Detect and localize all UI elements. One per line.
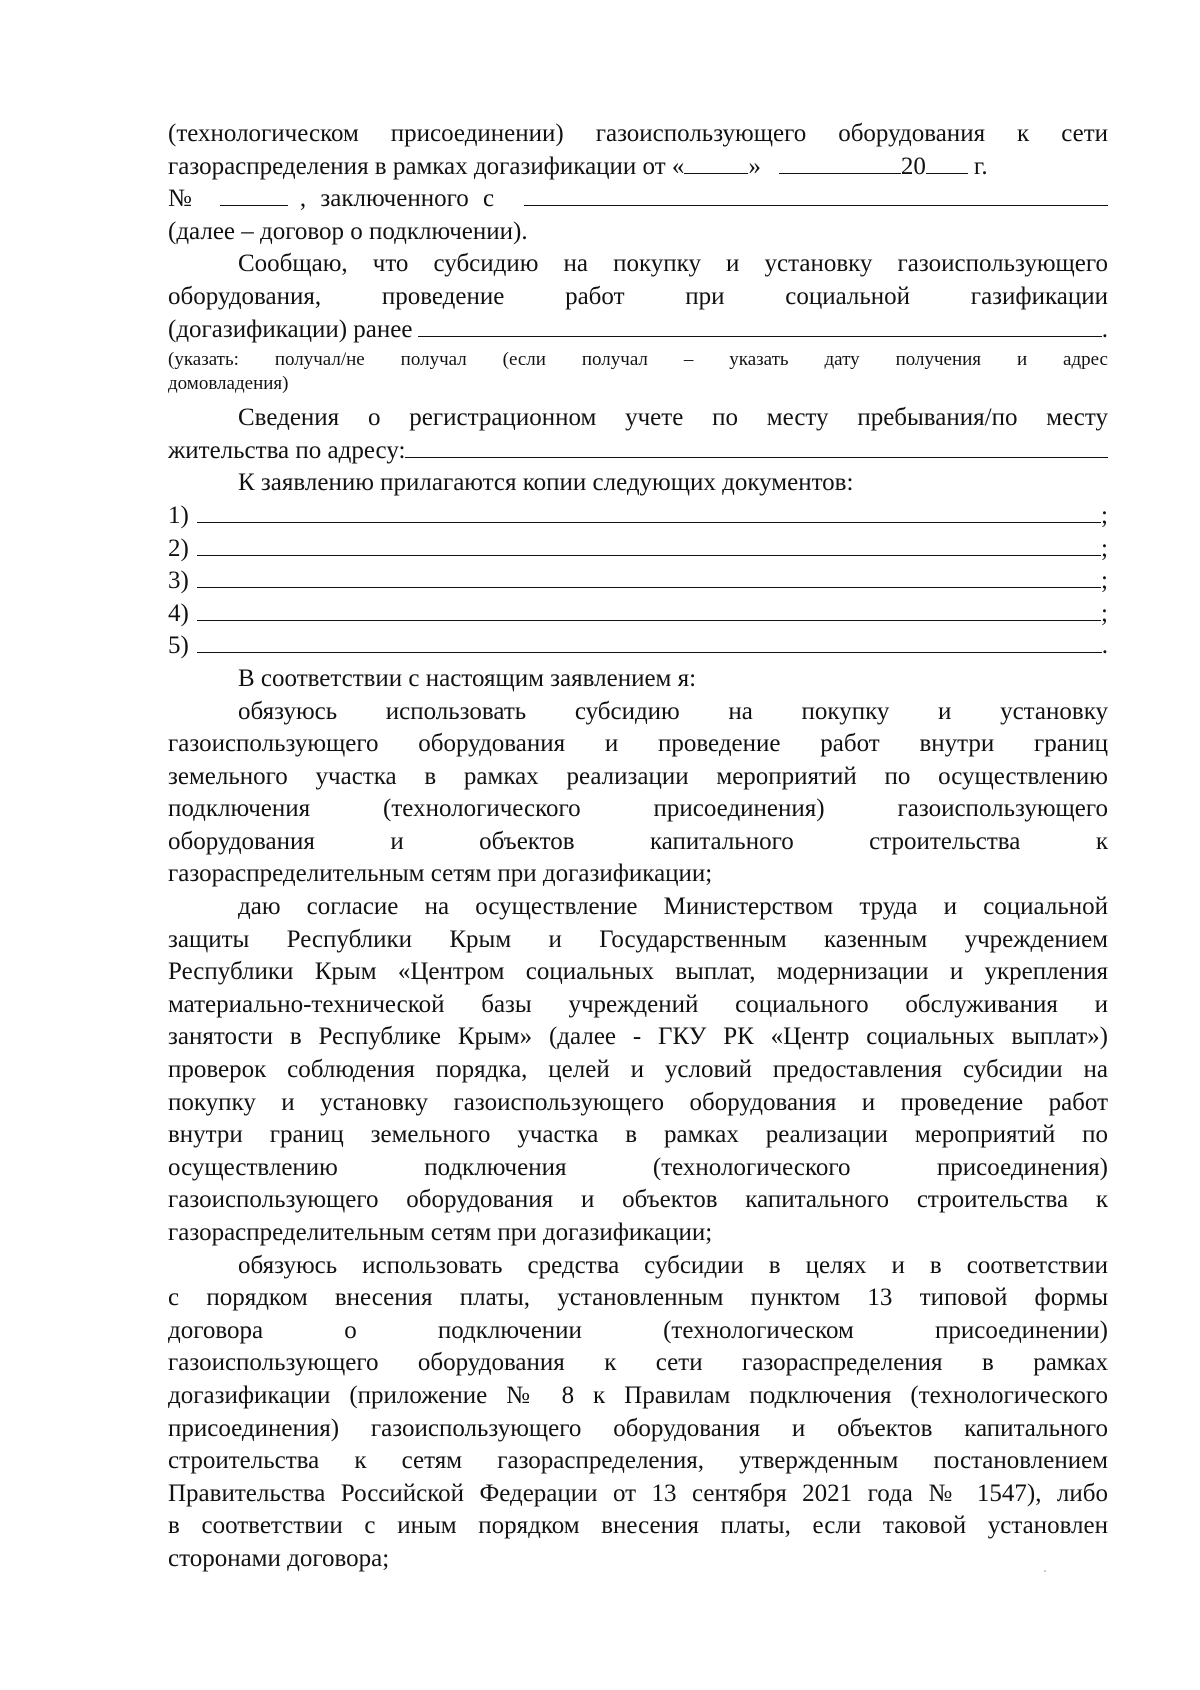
attachment-item bbox=[168, 565, 1108, 598]
paragraph-line: газораспределительным сетям при догазификации; bbox=[168, 1219, 713, 1246]
subsidy-line-2: оборудования, проведение работ при социальной газификации bbox=[168, 282, 1108, 310]
day-blank bbox=[684, 151, 748, 174]
paragraph-line: обязуюсь использовать средства субсидии в целях и в соответствии bbox=[238, 1251, 1108, 1279]
subsidy-line-1: Сообщаю, что субсидию на покупку и установку газоиспользующего bbox=[238, 250, 1108, 278]
attachment-end: ; bbox=[1101, 501, 1108, 529]
paragraph-line: внутри границ земельного участка в рамках реализации мероприятий по bbox=[168, 1121, 1108, 1149]
paragraph-line: строительства к сетям газораспределения, утвержденным постановлением bbox=[168, 1447, 1108, 1475]
paragraph-line: защиты Республики Крым и Государственным казенным учреждением bbox=[168, 925, 1108, 953]
paragraph-line: обязуюсь использовать субсидию на покупку и установку bbox=[238, 697, 1108, 725]
paragraph-line: договора о подключении (технологическом присоединении) bbox=[168, 1316, 1108, 1344]
attachment-number: 3) bbox=[168, 567, 189, 595]
attachment-item bbox=[168, 500, 1108, 533]
obligation-paragraph-1 bbox=[168, 696, 1108, 892]
contract-date-prefix: газораспределения в рамках догазификации от « bbox=[168, 152, 685, 180]
paragraph-line: занятости в Республике Крым» (далее - ГКУ РК «Центр социальных выплат») bbox=[168, 1023, 1108, 1051]
paragraph-line: земельного участка в рамках реализации мероприятий по осуществлению bbox=[168, 762, 1108, 790]
paragraph-line: Правительства Российской Федерации от 13 сентября 2021 года № 1547), либо bbox=[168, 1479, 1108, 1507]
paragraph-line: Республики Крым «Центром социальных выплат, модернизации и укрепления bbox=[168, 958, 1108, 986]
paragraph-line: газоиспользующего оборудования и проведение работ внутри границ bbox=[168, 730, 1108, 758]
paragraph-line: газоиспользующего оборудования к сети газораспределения в рамках bbox=[168, 1349, 1108, 1377]
attachment-item bbox=[168, 533, 1108, 566]
paragraph-line: подключения (технологического присоединения) газоиспользующего bbox=[168, 795, 1108, 823]
counterparty-blank bbox=[524, 183, 1108, 206]
attachment-end: ; bbox=[1101, 567, 1108, 595]
attachment-item bbox=[168, 630, 1108, 663]
paragraph-line: осуществлению подключения (технологического присоединения) bbox=[168, 1153, 1108, 1181]
contract-line-1: (технологическом присоединении) газоиспользующего оборудования к сети bbox=[168, 120, 1108, 147]
registration-line-1: Сведения о регистрационном учете по месту пребывания/по месту bbox=[238, 404, 1108, 432]
contract-number-line bbox=[168, 183, 1108, 216]
earlier-label: (догазификации) ранее bbox=[168, 315, 413, 343]
number-sign: № bbox=[168, 185, 192, 213]
attachment-number: 2) bbox=[168, 534, 189, 562]
scan-speck bbox=[1044, 1570, 1046, 1572]
paragraph-line: сторонами договора; bbox=[168, 1544, 390, 1572]
subsidy-note-line-1: (указать: получал/не получал (если получал – указать дату получения и адрес bbox=[168, 349, 1108, 371]
attachment-number: 5) bbox=[168, 632, 189, 660]
subsidy-line-3 bbox=[168, 314, 1108, 347]
attachment-blank bbox=[197, 630, 1102, 653]
number-blank bbox=[220, 183, 288, 206]
attachment-number: 1) bbox=[168, 501, 189, 529]
paragraph-line: покупку и установку газоиспользующего оборудования и проведение работ bbox=[168, 1088, 1108, 1116]
paragraph-line: даю согласие на осуществление Министерством труда и социальной bbox=[238, 893, 1108, 921]
subsidy-received-blank bbox=[418, 314, 1101, 337]
attachment-end: ; bbox=[1101, 599, 1108, 627]
obligations-intro: В соответствии с настоящим заявлением я: bbox=[238, 664, 697, 692]
attachment-blank bbox=[197, 565, 1101, 588]
attachment-blank bbox=[197, 533, 1101, 556]
paragraph-line: догазификации (приложение № 8 к Правилам подключения (технологического bbox=[168, 1381, 1108, 1409]
paragraph-line: проверок соблюдения порядка, целей и условий предоставления субсидии на bbox=[168, 1056, 1108, 1084]
paragraph-line: присоединения) газоиспользующего оборудования и объектов капитального bbox=[168, 1414, 1108, 1442]
year-blank bbox=[926, 151, 968, 174]
attachment-item bbox=[168, 598, 1108, 631]
paragraph-line: газораспределительным сетям при догазификации; bbox=[168, 860, 713, 888]
attachments-intro: К заявлению прилагаются копии следующих документов: bbox=[238, 469, 854, 497]
day-close-quote: » bbox=[748, 152, 761, 180]
registration-line-2 bbox=[168, 435, 1108, 468]
document-body bbox=[168, 118, 1108, 1576]
attachment-number: 4) bbox=[168, 599, 189, 627]
address-blank bbox=[405, 435, 1108, 458]
attachment-end: . bbox=[1101, 632, 1108, 660]
concluded-with-label: , заключенного с bbox=[299, 185, 495, 213]
attachment-blank bbox=[197, 598, 1101, 621]
subsidy-note-line-2: домовладения) bbox=[168, 373, 289, 395]
paragraph-line: газоиспользующего оборудования и объектов капитального строительства к bbox=[168, 1186, 1108, 1214]
paragraph-line: с порядком внесения платы, установленным пунктом 13 типовой формы bbox=[168, 1284, 1108, 1312]
obligation-paragraph-3 bbox=[168, 1250, 1108, 1576]
year-suffix: г. bbox=[973, 152, 988, 180]
address-label: жительства по адресу: bbox=[168, 436, 406, 464]
subsidy-line-end: . bbox=[1101, 315, 1108, 343]
attachment-blank bbox=[197, 500, 1101, 523]
month-blank bbox=[779, 151, 901, 174]
attachment-end: ; bbox=[1101, 534, 1108, 562]
paragraph-line: материально-технической базы учреждений социального обслуживания и bbox=[168, 990, 1108, 1018]
year-prefix: 20 bbox=[900, 152, 926, 180]
paragraph-line: в соответствии с иным порядком внесения платы, если таковой установлен bbox=[168, 1512, 1108, 1540]
paragraph-line: оборудования и объектов капитального строительства к bbox=[168, 827, 1108, 855]
contract-date-line bbox=[168, 151, 1108, 184]
subsidy-note bbox=[168, 348, 1108, 396]
contract-line-4: (далее – договор о подключении). bbox=[168, 217, 528, 245]
obligation-paragraph-2 bbox=[168, 891, 1108, 1250]
